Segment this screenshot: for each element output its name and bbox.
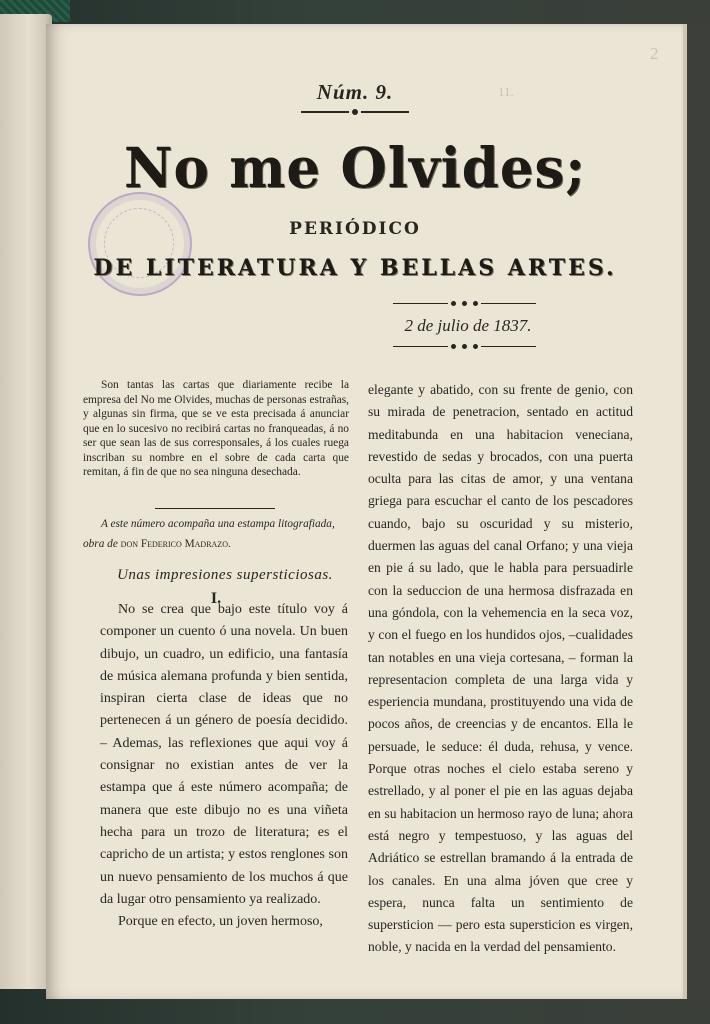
left-column xyxy=(100,599,348,933)
notice-divider xyxy=(155,508,275,509)
date-ornament-top xyxy=(384,301,544,306)
plate-note-text: A este número acompaña una estampa litografiada, obra de xyxy=(83,518,335,550)
editorial-notice: Son tantas las cartas que diariamente recibe la empresa del No me Olvides, muchas de personas estrañas, y algunas sin firma, que se ve esta precisada á anunciar que en lo sucesivo no recibirá cartas no franqueadas, á no ser que sean las de sus corresponsales, á los cuales ruega inscriban su nombre en el sobre de cada carta que remitan, á fin de que no sea ninguna desechada. xyxy=(83,379,349,478)
plate-note xyxy=(83,515,349,554)
section-number: I. xyxy=(210,590,222,607)
masthead-tagline: DE LITERATURA Y BELLAS ARTES. xyxy=(93,255,617,281)
issue-number: Núm. 9. xyxy=(316,80,394,104)
plate-artist: don Federico Madrazo. xyxy=(120,537,231,550)
bleed-through-text: 11. xyxy=(498,84,514,99)
ornament-rule xyxy=(300,109,410,115)
article-continuation: elegante y abatido, con su frente de genio, con su mirada de penetracion, sentado en actitud meditabunda en una habitacion veneciana, revestido de sedas y brocados, con una puerta oculta para las citas de amor, y una ventana griega para escuchar el canto de los pescadores cuando, bajo su oscuridad y su misterio, duermen las aguas del canal Orfano; y una vieja en pie á su lado, que le habla para persuadirle con la seduccion de una hermosa disfrazada en una góndola, con la vehemencia en la seca voz, y con el fuego en los hundidos ojos, –cualidades tan notables en una vieja cortesana, – forman la representacion completa de una larga vida y esperiencia mundana, prostituyendo una vida de pocos años, de creencias y de encantos. Ella le persuade, le seduce: él duda, rehusa, y vence. Porque otras noches el cielo estaba sereno y estrellado, y al poner el pie en las aguas dejaba en su habitacion un hermoso rayo de luna; ahora está negro y tempestuoso, y las aguas del Adriático se estrellan bramando á la entrada de los canales. En una alma jóven que cree y espera, nunca falta un sentimiento de supersticion — pero esta supersticion es virgen, noble, y nacida en la verdad del pensamiento. xyxy=(368,382,633,955)
masthead-subtitle: PERIÓDICO xyxy=(289,219,421,239)
masthead-title: No me Olvides; xyxy=(124,135,586,201)
bleed-through-page-number: 2 xyxy=(650,44,659,63)
article-paragraph: Porque en efecto, un joven hermoso, xyxy=(118,914,323,930)
right-column xyxy=(368,379,633,959)
date-ornament-bottom xyxy=(384,344,544,349)
issue-date: 2 de julio de 1837. xyxy=(404,316,532,335)
article-title: Unas impresiones supersticiosas. xyxy=(117,567,333,583)
article-paragraph: No se crea que bajo este título voy á componer un cuento ó una novela. Un buen dibujo, un cuadro, un edificio, una fantasía de música alemana profunda y bien sentida, inspiran cierta clase de ideas que no pertenecen á un género de poesía decidido. – Ademas, las reflexiones que aqui voy á consignar no existian antes de ver la estampa que á este número acompaña; de manera que este dibujo no es una viñeta hecha para un trozo de literatura; es el capricho de un artista; y estos renglones son un nuevo pensamiento de los muchos á que da lugar otro pensamiento ya realizado. xyxy=(100,602,348,907)
